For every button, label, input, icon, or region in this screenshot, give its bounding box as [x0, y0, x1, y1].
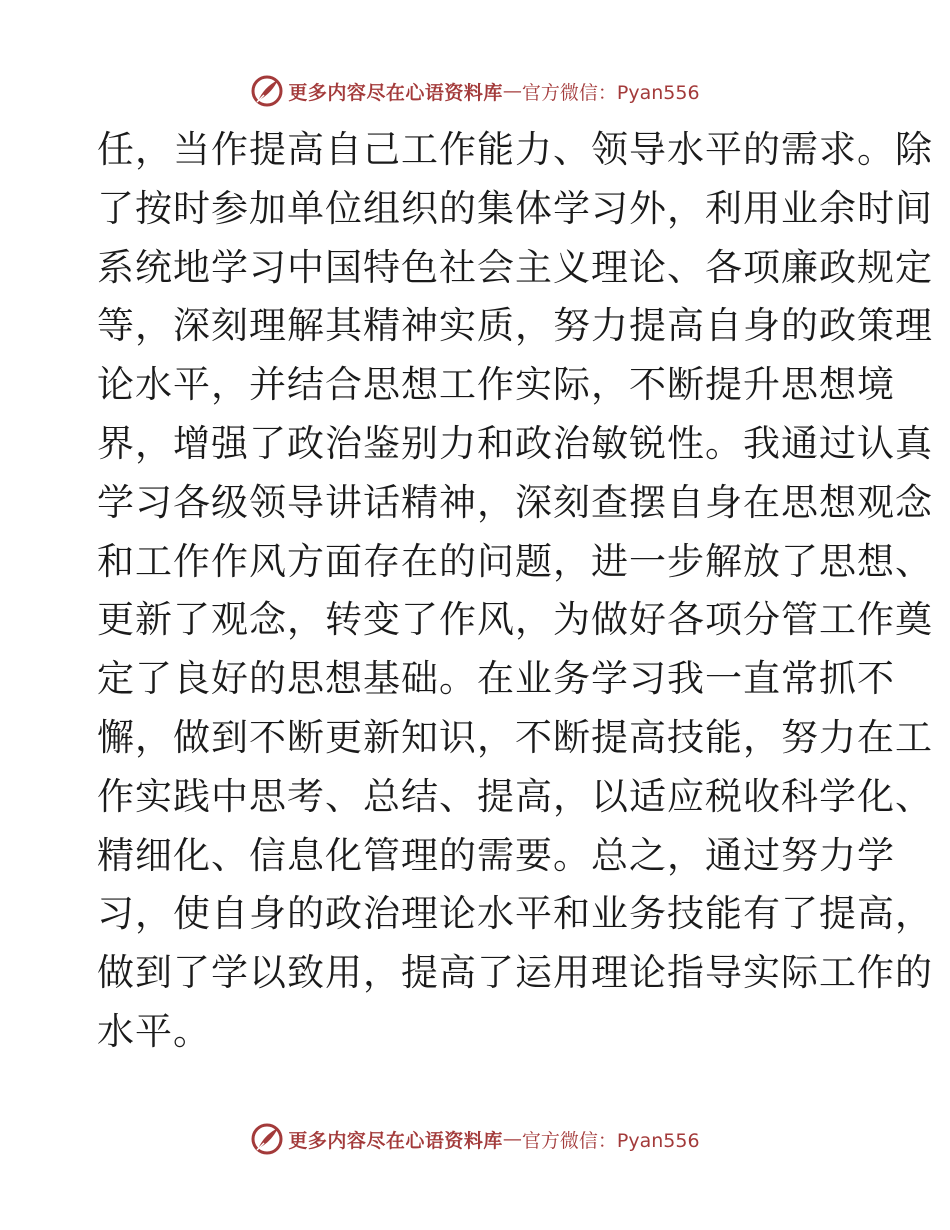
- footer-separator: —: [502, 1128, 522, 1150]
- body-line: 等，深刻理解其精神实质，努力提高自身的政策理: [97, 304, 933, 348]
- body-line: 做到了学以致用，提高了运用理论指导实际工作的: [97, 951, 933, 995]
- header-contact-text: 官方微信：Pyan556: [521, 81, 700, 104]
- feather-pen-circle-icon: [250, 74, 284, 108]
- body-line: 习，使自身的政治理论水平和业务技能有了提高，: [97, 892, 933, 936]
- header-brand-text: 更多内容尽在心语资料库: [288, 81, 503, 104]
- body-line: 更新了观念，转变了作风，为做好各项分管工作奠: [97, 598, 933, 642]
- body-line: 和工作作风方面存在的问题，进一步解放了思想、: [97, 539, 933, 583]
- document-body: [97, 121, 933, 1062]
- body-line: 作实践中思考、总结、提高，以适应税收科学化、: [97, 774, 933, 818]
- body-line: 学习各级领导讲话精神，深刻查摆自身在思想观念: [97, 480, 933, 524]
- body-line: 界，增强了政治鉴别力和政治敏锐性。我通过认真: [97, 421, 933, 465]
- footer-contact-text: 官方微信：Pyan556: [521, 1129, 700, 1152]
- body-line: 精细化、信息化管理的需要。总之，通过努力学: [97, 833, 895, 877]
- footer-brand-text: 更多内容尽在心语资料库: [288, 1129, 503, 1152]
- body-line: 定了良好的思想基础。在业务学习我一直常抓不: [97, 657, 895, 701]
- body-line: 论水平，并结合思想工作实际，不断提升思想境: [97, 363, 895, 407]
- body-line: 任，当作提高自己工作能力、领导水平的需求。除: [97, 128, 933, 171]
- header-banner: [0, 71, 950, 111]
- body-line: 水平。: [97, 1009, 211, 1053]
- feather-pen-circle-icon: [250, 1122, 284, 1156]
- header-separator: —: [502, 80, 522, 102]
- footer-banner: [0, 1119, 950, 1159]
- body-line: 系统地学习中国特色社会主义理论、各项廉政规定: [97, 245, 933, 289]
- body-line: 懈，做到不断更新知识，不断提高技能，努力在工: [97, 715, 933, 759]
- body-line: 了按时参加单位组织的集体学习外，利用业余时间: [97, 186, 933, 230]
